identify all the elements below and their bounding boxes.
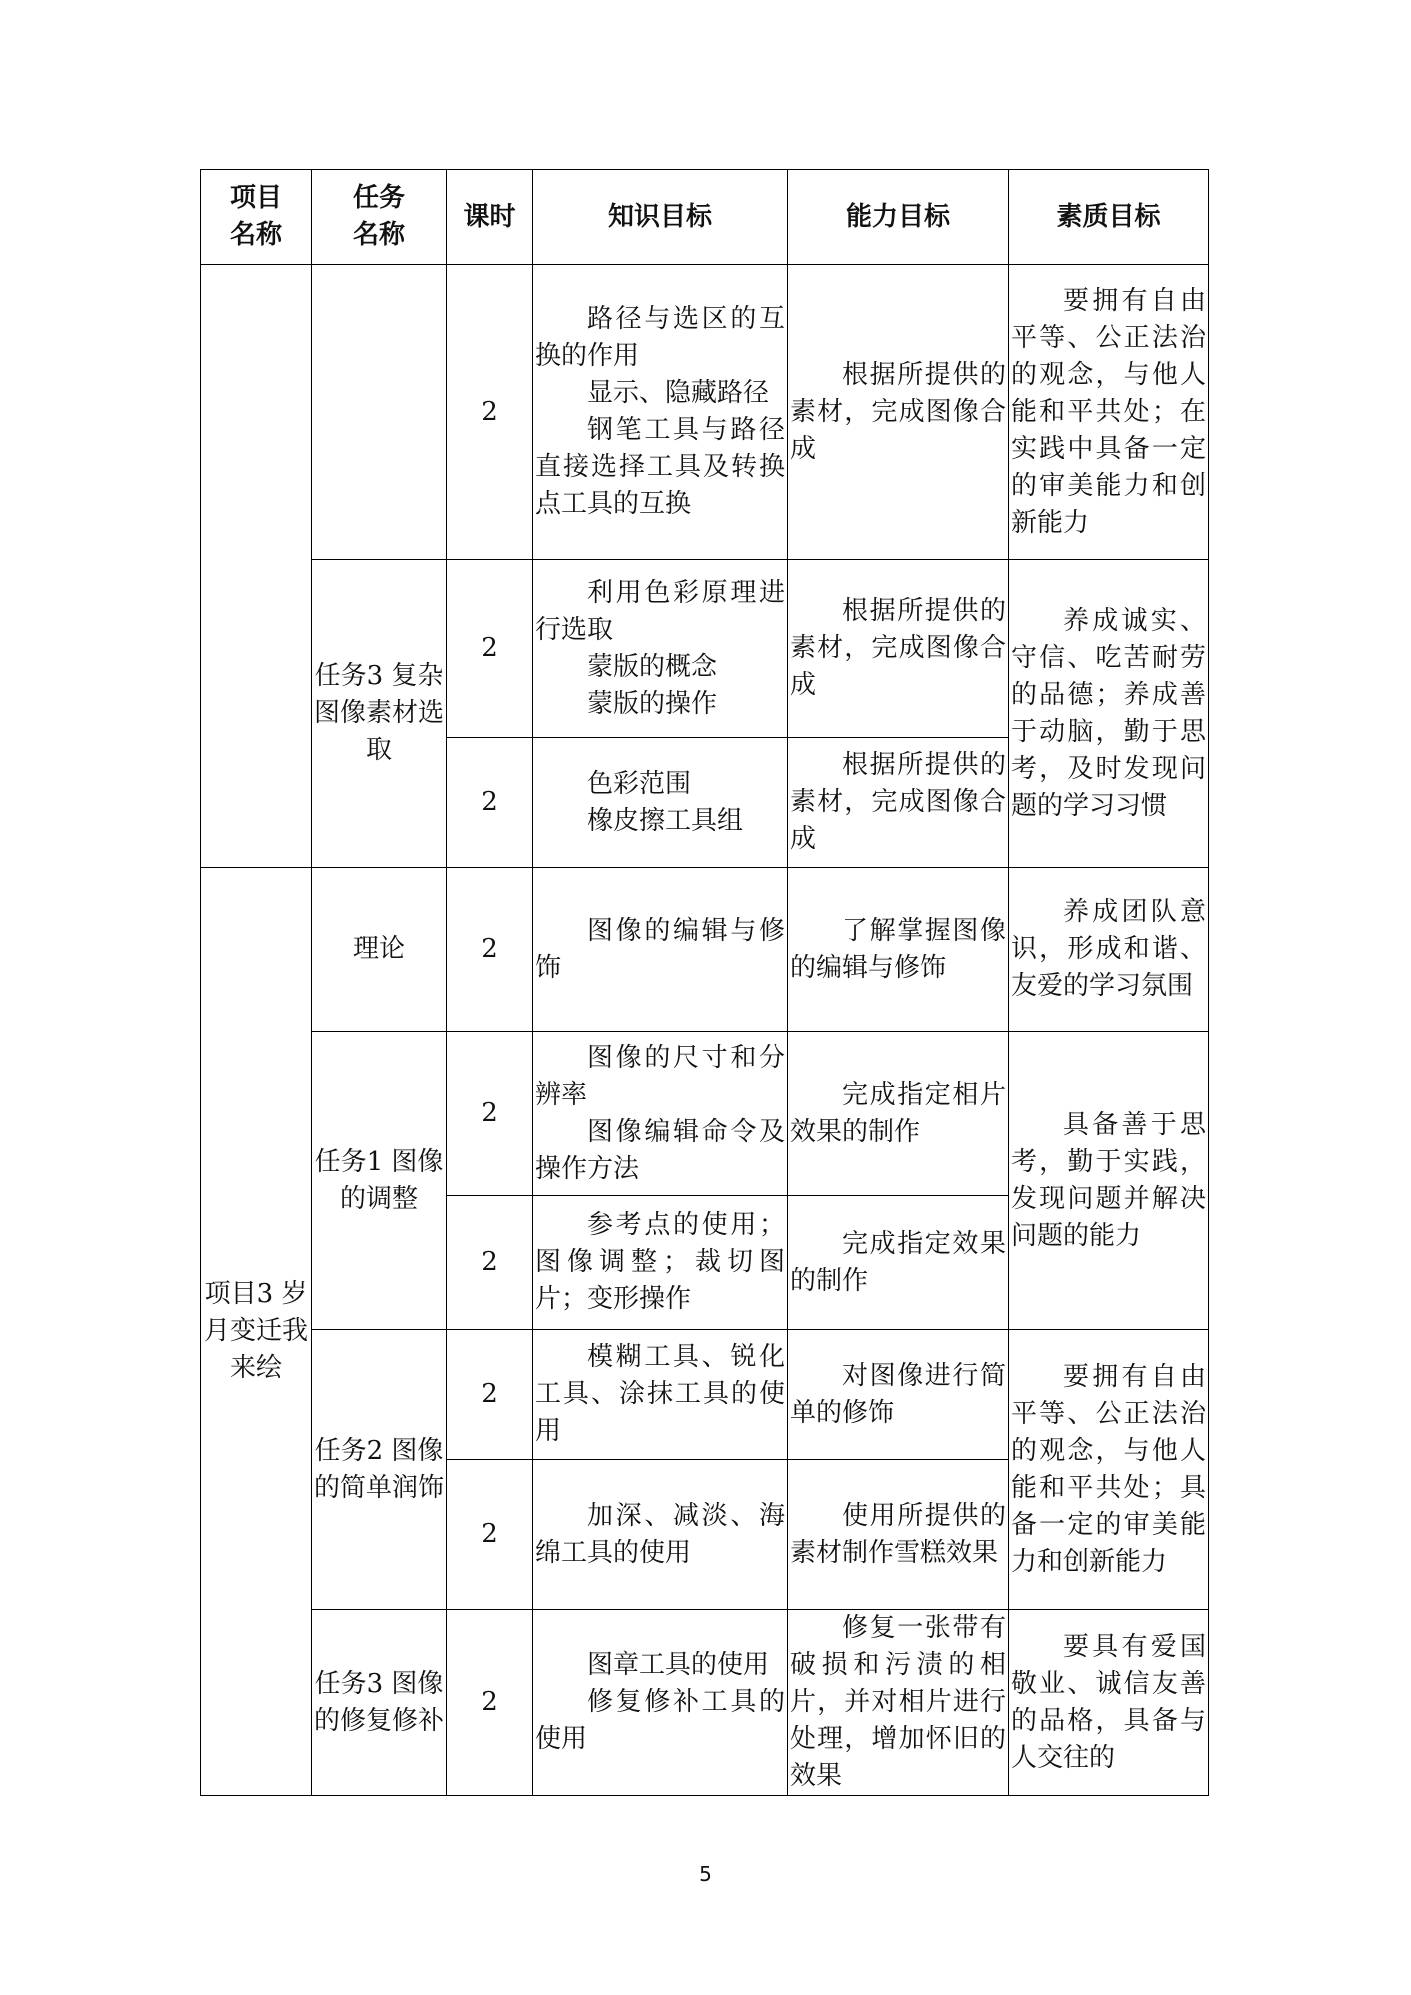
header-project-l2: 名称 — [229, 220, 282, 250]
header-ability: 能力目标 — [788, 170, 1009, 265]
knowledge-line: 蒙版的操作 — [587, 688, 718, 719]
hours-cell: 2 — [447, 1196, 533, 1330]
ability-cell — [788, 1196, 1009, 1330]
ability-text: 对图像进行简单的修饰 — [790, 1360, 1006, 1428]
task-text: 任务2 图像的简单润饰 — [314, 1435, 445, 1503]
task-text: 任务1 图像的调整 — [314, 1146, 444, 1214]
task-cell — [312, 1032, 447, 1330]
header-quality: 素质目标 — [1009, 170, 1209, 265]
quality-cell — [1009, 560, 1209, 868]
header-row — [201, 170, 1209, 265]
knowledge-line: 橡皮擦工具组 — [587, 805, 744, 836]
quality-cell — [1009, 1610, 1209, 1796]
ability-cell — [788, 265, 1009, 560]
project-text: 项目3 岁月变迁我来绘 — [203, 1279, 308, 1383]
knowledge-cell — [533, 868, 788, 1032]
hours-cell: 2 — [447, 1330, 533, 1460]
project-cell-empty — [201, 265, 312, 868]
knowledge-cell — [533, 1610, 788, 1796]
knowledge-line: 图像编辑命令及操作方法 — [535, 1116, 785, 1184]
quality-cell — [1009, 868, 1209, 1032]
ability-text: 使用所提供的素材制作雪糕效果 — [790, 1500, 1006, 1568]
ability-cell — [788, 1460, 1009, 1610]
table-row — [201, 1610, 1209, 1796]
header-hours: 课时 — [447, 170, 533, 265]
task-text: 任务3 图像的修复修补 — [314, 1668, 445, 1736]
quality-cell — [1009, 1330, 1209, 1610]
ability-text: 根据所提供的素材，完成图像合成 — [790, 596, 1006, 700]
knowledge-line: 路径与选区的互换的作用 — [535, 304, 785, 371]
knowledge-line: 图像的编辑与修饰 — [535, 915, 785, 983]
table-row — [201, 265, 1209, 560]
ability-text: 完成指定相片效果的制作 — [790, 1079, 1006, 1147]
ability-text: 根据所提供的素材，完成图像合成 — [790, 359, 1006, 464]
knowledge-cell — [533, 560, 788, 738]
task-text: 任务3 复杂图像素材选取 — [314, 661, 445, 765]
quality-text: 要拥有自由平等、公正法治的观念，与他人能和平共处；在实践中具备一定的审美能力和创新能力 — [1011, 285, 1206, 538]
quality-cell — [1009, 265, 1209, 560]
knowledge-cell — [533, 1460, 788, 1610]
quality-text: 要拥有自由平等、公正法治的观念，与他人能和平共处；具备一定的审美能力和创新能力 — [1011, 1361, 1206, 1577]
quality-text: 要具有爱国敬业、诚信友善 的品格，具备与人交往的 — [1011, 1631, 1206, 1773]
quality-text: 具备善于思考，勤于实践，发现问题并解决问题的能力 — [1011, 1109, 1206, 1251]
knowledge-line: 图章工具的使用 — [587, 1650, 770, 1680]
ability-cell — [788, 868, 1009, 1032]
task-cell — [312, 1610, 447, 1796]
table-row — [201, 868, 1209, 1032]
ability-text: 修复一张带有破损和污渍的相片，并对相片进行处理，增加怀旧的效果 — [790, 1613, 1006, 1791]
hours-cell: 2 — [447, 560, 533, 738]
project-cell — [201, 868, 312, 1796]
header-task-l1: 任务 — [352, 183, 405, 213]
table-row — [201, 560, 1209, 738]
knowledge-line: 图像的尺寸和分辨率 — [535, 1042, 785, 1110]
knowledge-line: 模糊工具、锐化工具、涂抹工具的使用 — [535, 1342, 785, 1446]
header-task-l2: 名称 — [352, 220, 405, 250]
ability-text: 完成指定效果的制作 — [790, 1228, 1006, 1296]
ability-cell — [788, 1032, 1009, 1196]
quality-cell — [1009, 1032, 1209, 1330]
course-table — [200, 169, 1209, 1796]
table-row — [201, 1032, 1209, 1196]
hours-cell: 2 — [447, 1032, 533, 1196]
knowledge-line: 利用色彩原理进行选取 — [535, 577, 785, 645]
knowledge-line: 蒙版的概念 — [587, 651, 718, 682]
hours-cell: 2 — [447, 265, 533, 560]
knowledge-line: 参考点的使用；图像调整；裁切图片；变形操作 — [535, 1210, 785, 1314]
knowledge-cell — [533, 1330, 788, 1460]
hours-cell: 2 — [447, 868, 533, 1032]
hours-cell: 2 — [447, 738, 533, 868]
knowledge-line: 色彩范围 — [587, 768, 692, 799]
quality-text: 养成诚实、守信、吃苦耐劳的品德；养成善于动脑，勤于思考，及时发现问题的学习习惯 — [1011, 605, 1206, 821]
hours-cell: 2 — [447, 1460, 533, 1610]
knowledge-cell — [533, 1196, 788, 1330]
ability-cell — [788, 1330, 1009, 1460]
table-row — [201, 1330, 1209, 1460]
task-cell-empty — [312, 265, 447, 560]
header-project-l1: 项目 — [229, 183, 282, 213]
header-task — [312, 170, 447, 265]
ability-text: 了解掌握图像的编辑与修饰 — [790, 915, 1006, 983]
knowledge-line: 修复修补工具的使用 — [535, 1687, 785, 1754]
header-knowledge: 知识目标 — [533, 170, 788, 265]
knowledge-cell — [533, 265, 788, 560]
task-cell — [312, 560, 447, 868]
task-cell: 理论 — [312, 868, 447, 1032]
knowledge-line: 加深、减淡、海绵工具的使用 — [535, 1500, 785, 1568]
knowledge-line: 显示、隐藏路径 — [587, 378, 770, 408]
ability-cell — [788, 1610, 1009, 1796]
ability-cell — [788, 738, 1009, 868]
knowledge-line: 钢笔工具与路径直接选择工具及转换点工具的互换 — [535, 415, 785, 519]
page-number: 5 — [699, 1862, 712, 1886]
knowledge-cell — [533, 1032, 788, 1196]
header-project — [201, 170, 312, 265]
task-cell — [312, 1330, 447, 1610]
knowledge-cell — [533, 738, 788, 868]
hours-cell: 2 — [447, 1610, 533, 1796]
quality-text: 养成团队意识，形成和谐、友爱的学习氛围 — [1011, 897, 1206, 1001]
ability-text: 根据所提供的素材，完成图像合成 — [790, 750, 1006, 854]
ability-cell — [788, 560, 1009, 738]
